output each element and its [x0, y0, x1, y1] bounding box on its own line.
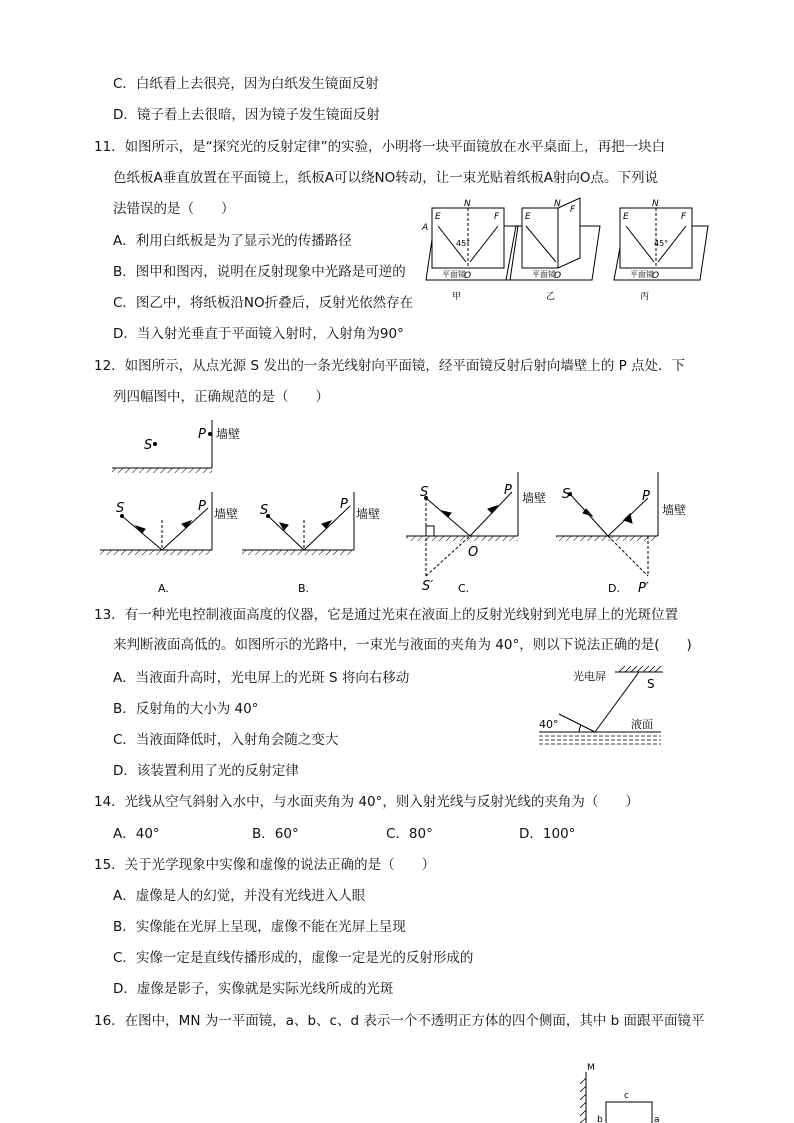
q13-option-c: C．当液面降低时，入射角会随之变大 — [113, 732, 339, 748]
q13-option-d: D．该装置利用了光的反射定律 — [113, 763, 299, 779]
q11-figure — [418, 196, 718, 304]
q16-stem-line1: 16．在图中，MN 为一平面镜，a、b、c、d 表示一个不透明正方体的四个侧面，其中 b 面跟平面镜平 — [94, 1013, 705, 1029]
q11-fig-label-o2: O — [554, 271, 562, 281]
q11-stem-line2: 色纸板A垂直放置在平面镜上，纸板A可以绕NO转动，让一束光贴着纸板A射向O点。下列说 — [113, 170, 659, 186]
q11-fig-caption-bing: 丙 — [640, 292, 650, 302]
q15-option-d: D．虚像是影子，实像就是实际光线所成的光斑 — [113, 981, 394, 997]
q12-caption-b: B. — [298, 582, 310, 595]
q15-option-a: A．虚像是人的幻觉，并没有光线进入人眼 — [113, 888, 366, 904]
q11-fig-caption-yi: 乙 — [546, 292, 556, 302]
q15-option-b: B．实像能在光屏上呈现，虚像不能在光屏上呈现 — [113, 919, 406, 935]
q13-fig-angle: 40° — [539, 718, 559, 731]
q11-stem-line3: 法错误的是（ ） — [113, 201, 235, 217]
q11-fig-label-f1: F — [494, 212, 500, 222]
q16-fig-c: c — [624, 1091, 629, 1101]
q12-a-s: S — [116, 501, 125, 516]
q11-fig-label-a1: A — [422, 223, 429, 233]
q11-fig-label-f2: F — [570, 205, 576, 215]
q10-option-c: C．白纸看上去很亮，因为白纸发生镜面反射 — [113, 76, 379, 92]
q14-option-a: A．40° — [113, 826, 160, 842]
q13-option-a: A．当液面升高时，光电屏上的光斑 S 将向右移动 — [113, 670, 410, 686]
q11-fig-angle3: 45° — [654, 239, 669, 248]
q12-figure — [100, 420, 700, 600]
q12-c-wall: 墙壁 — [522, 491, 547, 505]
q15-option-c: C．实像一定是直线传播形成的，虚像一定是光的反射形成的 — [113, 950, 474, 966]
q12-b-s: S — [260, 503, 269, 518]
q12-b-wall: 墙壁 — [356, 507, 381, 521]
q11-option-b: B．图甲和图丙，说明在反射现象中光路是可逆的 — [113, 264, 406, 280]
q12-stem-line2: 列四幅图中，正确规范的是（ ） — [113, 389, 329, 405]
q12-b-p: P — [340, 497, 348, 512]
q11-option-d: D．当入射光垂直于平面镜入射时，入射角为90° — [113, 326, 404, 342]
q11-option-c: C．图乙中，将纸板沿NO折叠后，反射光依然存在 — [113, 295, 414, 311]
q11-fig-label-f3: F — [681, 212, 687, 222]
q12-d-wall: 墙壁 — [662, 503, 687, 517]
q12-caption-a: A. — [158, 582, 169, 595]
q12-top-wall: 墙壁 — [216, 427, 241, 441]
q13-option-b: B．反射角的大小为 40° — [113, 701, 259, 717]
q12-top-s: S — [144, 438, 153, 453]
q11-fig-mirror-label3: 平面镜 — [630, 270, 654, 279]
q16-fig-b: b — [597, 1115, 603, 1123]
q11-fig-label-e1: E — [435, 212, 441, 222]
q11-fig-label-n1: N — [464, 199, 471, 209]
q11-stem-line1: 11．如图所示，是“探究光的反射定律”的实验，小明将一块平面镜放在水平桌面上，再把一块白 — [94, 139, 666, 155]
q16-figure — [572, 1058, 682, 1123]
q15-stem-line1: 15．关于光学现象中实像和虚像的说法正确的是（ ） — [94, 857, 436, 873]
q13-figure — [535, 662, 670, 754]
q11-fig-label-o1: O — [464, 271, 472, 281]
q12-a-wall: 墙壁 — [214, 507, 239, 521]
q11-fig-mirror-label1: 平面镜 — [442, 270, 466, 279]
q12-d-p: P — [642, 489, 650, 504]
q10-option-d: D．镜子看上去很暗，因为镜子发生镜面反射 — [113, 107, 380, 123]
q12-d-p-prime: P′ — [638, 581, 649, 596]
q12-stem-line1: 12．如图所示，从点光源 S 发出的一条光线射向平面镜，经平面镜反射后射向墙壁上的 P 点处．下 — [94, 358, 686, 374]
q16-fig-m: M — [587, 1063, 595, 1073]
q12-c-s-prime: S′ — [422, 579, 434, 594]
q14-option-d: D．100° — [519, 826, 576, 842]
q14-option-c: C．80° — [386, 826, 433, 842]
q11-fig-label-n3: N — [652, 199, 659, 209]
q12-caption-d: D. — [608, 582, 620, 595]
q13-stem-line2: 来判断液面高低的。如图所示的光路中，一束光与液面的夹角为 40°，则以下说法正确的是( ) — [113, 637, 692, 653]
q11-fig-label-n2: N — [554, 199, 561, 209]
q16-fig-a: a — [654, 1115, 660, 1123]
q13-stem-line1: 13．有一种光电控制液面高度的仪器，它是通过光束在液面上的反射光线射到光电屏上的光斑位置 — [94, 607, 679, 623]
q11-fig-caption-jia: 甲 — [452, 292, 462, 302]
q11-fig-label-o3: O — [652, 271, 660, 281]
q12-c-o: O — [468, 545, 479, 560]
q13-fig-screen: 光电屏 — [573, 670, 606, 683]
q12-top-p: P — [198, 427, 206, 442]
q12-d-s: S — [562, 487, 571, 502]
q12-a-p: P — [198, 499, 206, 514]
q11-fig-mirror-label2: 平面镜 — [532, 270, 556, 279]
q11-option-a: A．利用白纸板是为了显示光的传播路径 — [113, 233, 352, 249]
q11-fig-label-e3: E — [623, 212, 629, 222]
q11-fig-label-e2: E — [525, 212, 531, 222]
q14-option-b: B．60° — [252, 826, 299, 842]
q12-c-p: P — [504, 483, 512, 498]
q13-fig-liquid: 液面 — [631, 718, 653, 731]
q11-fig-angle1: 45° — [456, 239, 471, 248]
q12-caption-c: C. — [458, 582, 470, 595]
q12-c-s: S — [420, 485, 429, 500]
q14-stem-line1: 14．光线从空气斜射入水中，与水面夹角为 40°，则入射光线与反射光线的夹角为（ ） — [94, 794, 639, 810]
q13-fig-s: S — [647, 677, 655, 691]
